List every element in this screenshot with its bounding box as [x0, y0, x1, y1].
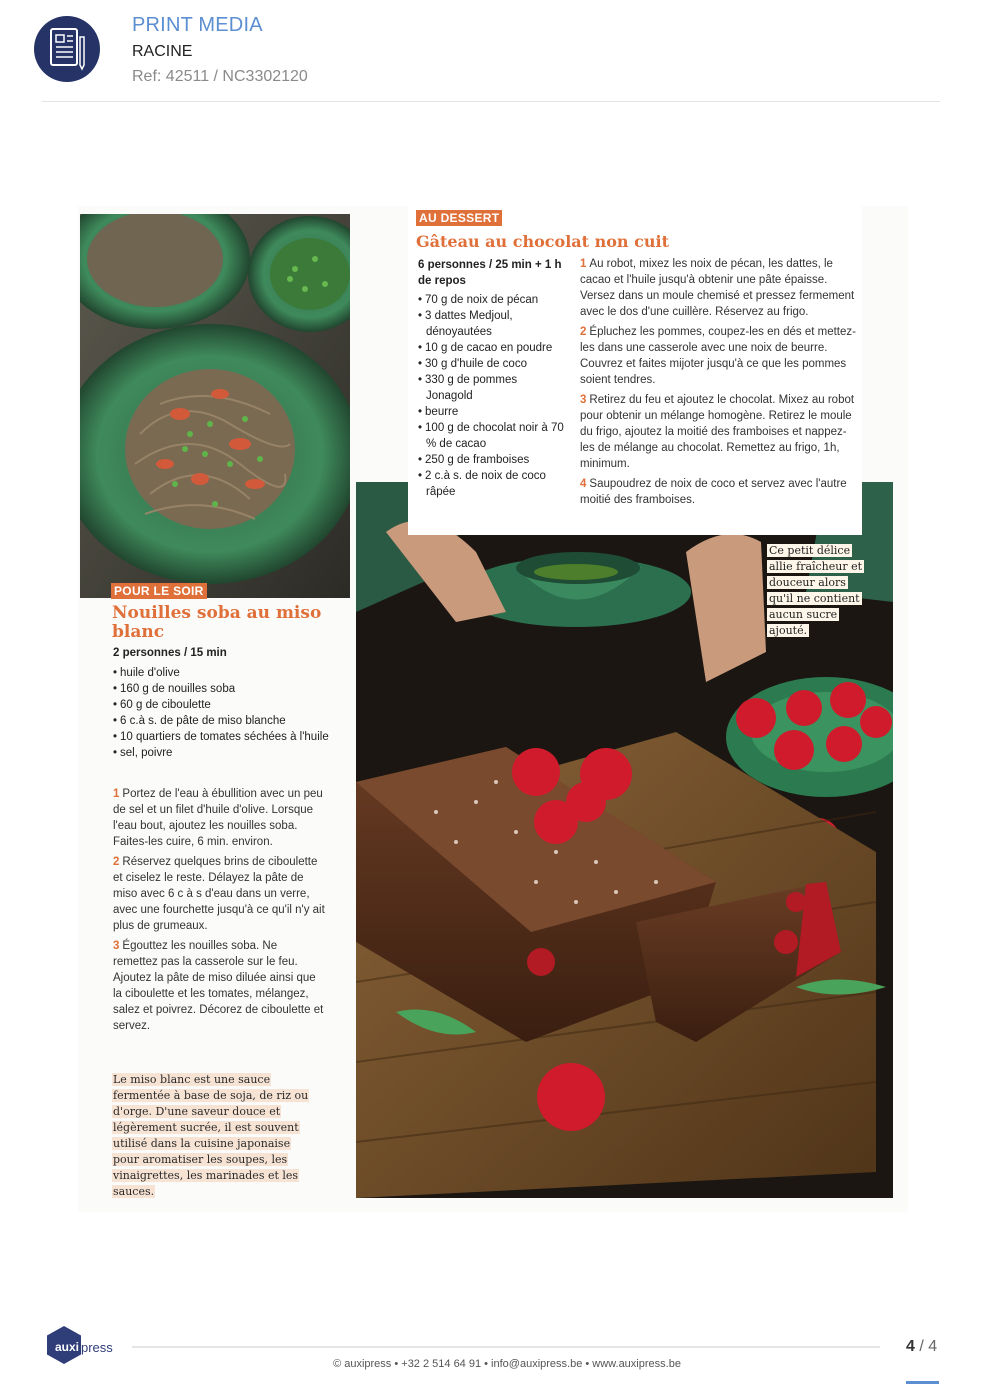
footer-contact: © auxipress • +32 2 514 64 91 • info@auxipress.be • www.auxipress.be: [333, 1358, 681, 1370]
reference-number: Ref: 42511 / NC3302120: [132, 68, 308, 85]
step-text: Épluchez les pommes, coupez-les en dés et mettez-les dans une casserole avec une noix de beurre. Couvrez et faites mijoter jusqu'à ce que les pommes soient tendres.: [580, 326, 856, 386]
page-total: / 4: [919, 1338, 938, 1355]
dessert-servings-time: 6 personnes / 25 min + 1 h de repos: [418, 259, 562, 287]
footer-divider: [132, 1346, 880, 1348]
step-number: 3: [580, 394, 587, 406]
recipe-step: [113, 854, 325, 934]
kicker-pour-le-soir: POUR LE SOIR: [111, 583, 207, 599]
dessert-note-text: Ce petit délice allie fraîcheur et douceur alors qu'il ne contient aucun sucre ajouté.: [769, 544, 863, 637]
newspaper-icon: [49, 27, 87, 71]
step-number: 1: [580, 258, 587, 270]
step-text: Retirez du feu et ajoutez le chocolat. Mixez au robot pour obtenir un mélange homogène. Retirez le moule du frigo, ajoutez la moitié des framboises et nappez-les de mélange au chocolat. Remettez au frigo, 1h, minimum.: [580, 394, 855, 470]
media-type-label: PRINT MEDIA: [132, 14, 263, 36]
step-text: Égouttez les nouilles soba. Ne remettez pas la casserole sur le feu. Ajoutez la pâte de miso diluée ainsi que la ciboulette et les tomates, mélangez, salez et poivrez. Décorez de ciboulette et servez.: [113, 940, 324, 1032]
ingredient-item: • 70 g de noix de pécan: [418, 292, 566, 308]
miso-note-text: Le miso blanc est une sauce fermentée à base de soja, de riz ou d'orge. D'une saveur douce et légèrement sucrée, il est souvent utilisé dans la cuisine japonaise pour aromatiser les soupes, les vinaigrettes, les marinades et les sauces.: [113, 1073, 309, 1198]
ingredient-item: • 10 quartiers de tomates séchées à l'huile: [113, 729, 343, 745]
recipe-step: [113, 786, 325, 850]
dessert-info-note: [767, 543, 863, 639]
ingredient-item: • 30 g d'huile de coco: [418, 356, 566, 372]
page-current: 4: [906, 1338, 915, 1355]
header-divider: [42, 101, 940, 102]
step-text: Saupoudrez de noix de coco et servez avec l'autre moitié des framboises.: [580, 478, 847, 506]
dessert-ingredients-list: [418, 292, 566, 500]
ingredient-item: • 3 dattes Medjoul, dénoyautées: [418, 308, 566, 340]
ingredient-item: • 2 c.à s. de noix de coco râpée: [418, 468, 566, 500]
dessert-steps: [580, 256, 858, 512]
soba-noodles-photo: [80, 214, 350, 598]
step-number: 3: [113, 940, 120, 952]
publication-name: RACINE: [132, 43, 193, 60]
recipe-step: [580, 324, 858, 388]
recipe-step: [580, 392, 858, 472]
ingredient-item: • 10 g de cacao en poudre: [418, 340, 566, 356]
logo-press-text: press: [81, 1340, 113, 1355]
step-number: 2: [580, 326, 587, 338]
kicker-au-dessert: AU DESSERT: [416, 210, 502, 226]
soba-steps: [113, 786, 325, 1038]
ingredient-item: • 6 c.à s. de pâte de miso blanche: [113, 713, 343, 729]
soba-recipe-title: Nouilles soba au miso blanc: [112, 603, 322, 642]
ingredient-item: • 330 g de pommes Jonagold: [418, 372, 566, 404]
ingredient-item: • 160 g de nouilles soba: [113, 681, 343, 697]
ingredient-item: • 250 g de framboises: [418, 452, 566, 468]
print-media-logo: [34, 16, 100, 82]
step-text: Au robot, mixez les noix de pécan, les dattes, le cacao et l'huile jusqu'à obtenir une pâte épaisse. Versez dans un moule chemisé et pressez fermement avec le dos d'une cuillère. Réservez au frigo.: [580, 258, 855, 318]
step-number: 2: [113, 856, 120, 868]
miso-info-note: [112, 1072, 317, 1200]
soba-servings-time: 2 personnes / 15 min: [113, 647, 227, 659]
dessert-recipe-title: Gâteau au chocolat non cuit: [416, 232, 669, 251]
recipe-step: [580, 256, 858, 320]
ingredient-item: • beurre: [418, 404, 566, 420]
step-number: 4: [580, 478, 587, 490]
step-text: Portez de l'eau à ébullition avec un peu de sel et un filet d'huile d'olive. Lorsque l'eau bout, ajoutez les nouilles soba. Faites-les cuire, 6 min. environ.: [113, 788, 323, 848]
recipe-step: [113, 938, 325, 1034]
ingredient-item: • 60 g de ciboulette: [113, 697, 343, 713]
ingredient-item: • sel, poivre: [113, 745, 343, 761]
logo-auxi-text: auxi: [55, 1340, 80, 1354]
step-text: Réservez quelques brins de ciboulette et ciselez le reste. Délayez la pâte de miso avec 6 c à s d'eau dans un verre, avec une fourchette jusqu'à ce qu'il n'y ait plus de grumeaux.: [113, 856, 325, 932]
ingredient-item: • 100 g de chocolat noir à 70 % de cacao: [418, 420, 566, 452]
ingredient-item: • huile d'olive: [113, 665, 343, 681]
recipe-step: [580, 476, 858, 508]
soba-ingredients-list: [113, 665, 343, 761]
page-indicator: [906, 1338, 937, 1356]
step-number: 1: [113, 788, 120, 800]
